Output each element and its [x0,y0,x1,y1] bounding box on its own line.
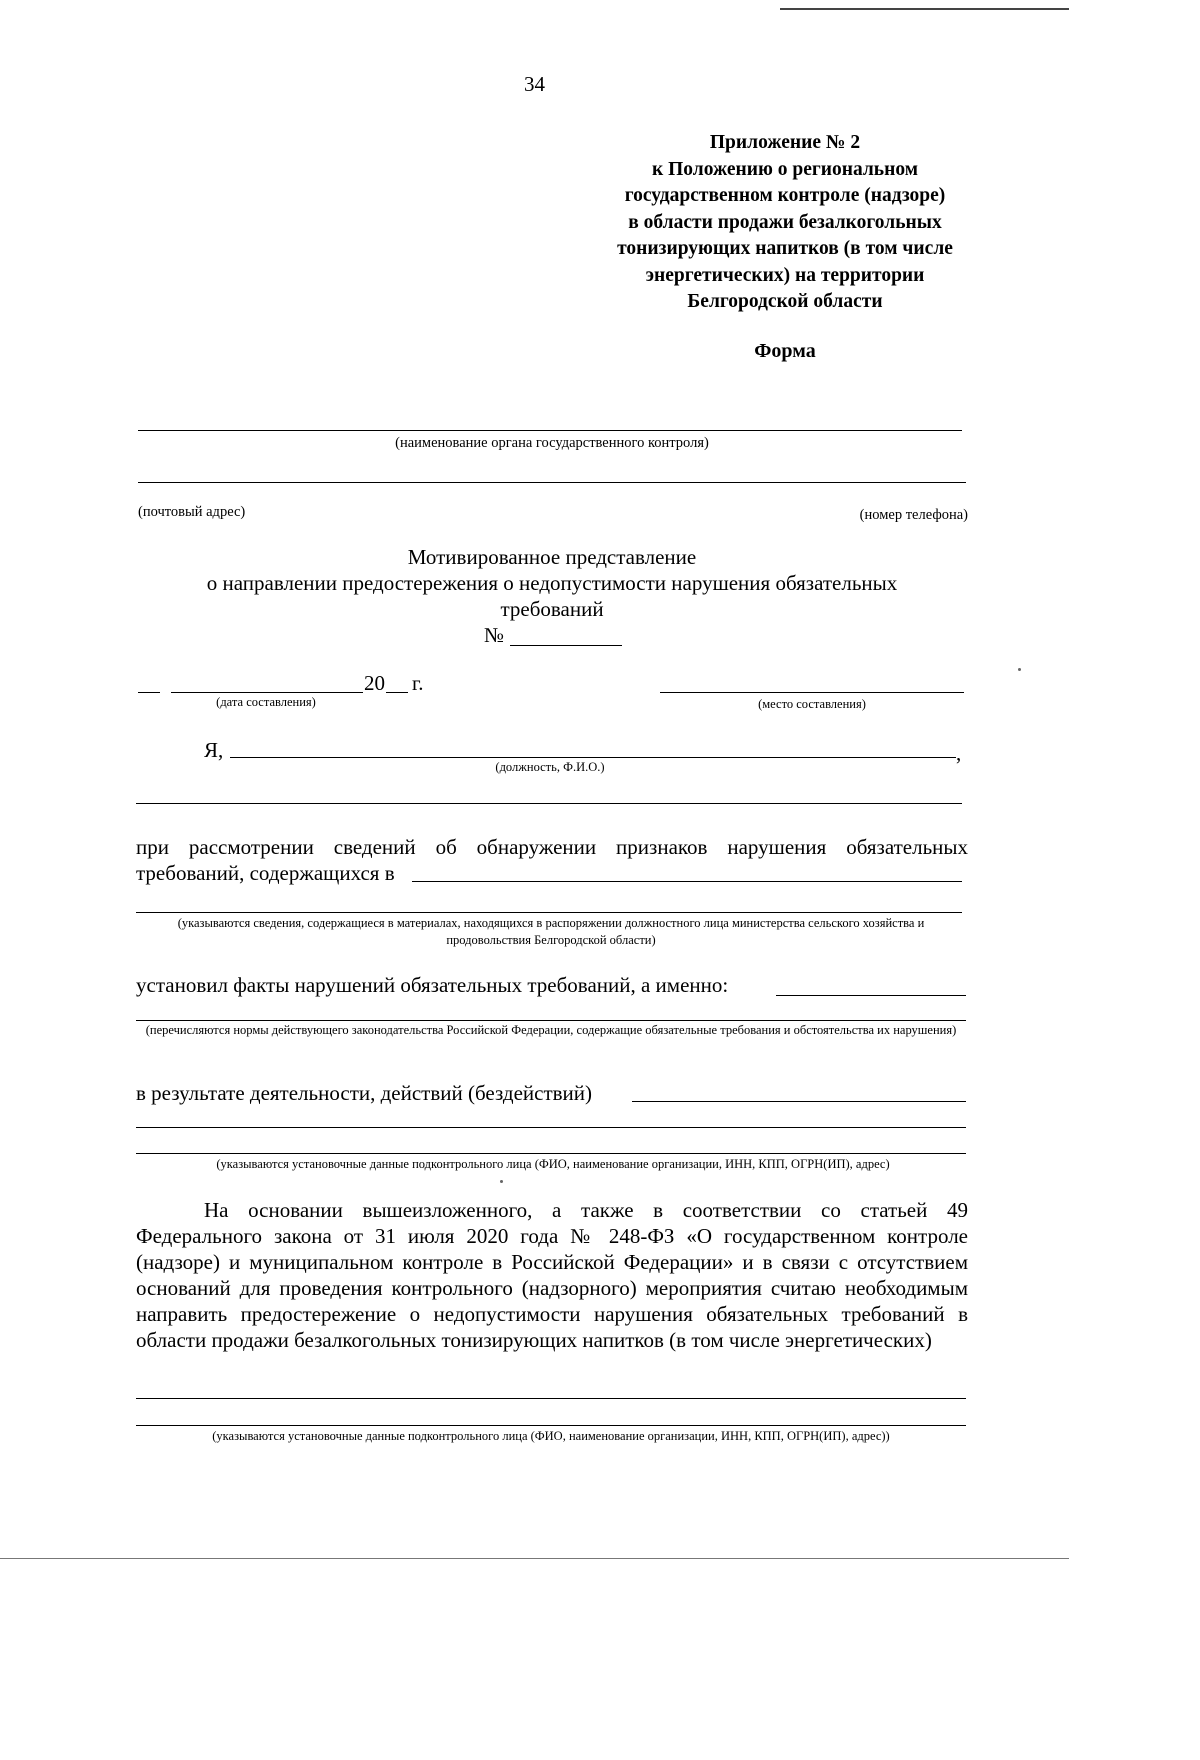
title-line: о направлении предостережения о недопустимости нарушения обязательных [206,571,898,595]
year-prefix: 20 [364,671,385,695]
page-number: 34 [524,72,545,96]
comma: , [956,741,962,765]
title-line: требований [500,597,604,621]
materials-caption: (указываются сведения, содержащиеся в материалах, находящихся в распоряжении должностного лица министерства сельского хозяйства и продовольствия Белгородской области) [177,916,925,947]
position-name-field[interactable] [230,757,956,758]
form-label: Форма [754,340,816,362]
materials-field[interactable] [412,881,962,882]
appendix-line: в области продажи безалкогольных [628,211,942,233]
date-caption: (дата составления) [216,695,316,709]
considering-text-line2: требований, содержащихся в [136,861,395,885]
appendix-line: Приложение № 2 [709,132,861,153]
title-line: Мотивированное представление [407,545,697,569]
place-caption: (место составления) [758,697,866,711]
scan-speck [1018,668,1021,671]
scan-bottom-edge [0,1558,1069,1559]
scan-top-rule [780,8,1069,10]
appendix-heading [560,130,1010,316]
year-field[interactable] [386,692,408,693]
organ-name-caption: (наименование органа государственного контроля) [395,435,709,451]
month-field[interactable] [171,692,363,693]
controlled-person-field-continued[interactable] [136,1153,966,1154]
appendix-line: тонизирующих напитков (в том числе [617,238,953,259]
controlled-person-field[interactable] [632,1101,966,1102]
result-of-text: в результате деятельности, действий (бездействий) [136,1081,593,1105]
violations-field-continued[interactable] [136,1020,966,1021]
appendix-line: к Положению о региональном [651,158,919,180]
controlled-person-caption: (указываются установочные данные подконтрольного лица (ФИО, наименование организации, ИНН, КПП, ОГРН(ИП), адрес) [216,1157,890,1171]
paragraph-text: На основании вышеизложенного, а также в соответствии со статьей 49 Федерального закона от 31 июля 2020 года № 248-ФЗ «О государственном контроле (надзоре) и муниципальном контроле в Российской Федерации» и в связи с отсутствием оснований для проведения контрольного (надзорного) мероприятия считаю необходимым направить предостережение о недопустимости нарушения обязательных требований в области продажи безалкогольных тонизирующих напитков (в том числе энергетических) [136,1198,968,1352]
day-field[interactable] [138,692,160,693]
appendix-line: Белгородской области [687,291,883,312]
i-label: Я, [204,738,224,762]
appendix-line: государственном контроле (надзоре) [624,185,946,206]
materials-field-continued[interactable] [136,912,962,913]
document-number-field[interactable] [510,645,622,646]
considering-text-line1: при рассмотрении сведений об обнаружении признаков нарушения обязательных [136,835,968,859]
position-caption: (должность, Ф.И.О.) [495,760,605,774]
document-title [136,544,968,622]
controlled-person-field-continued[interactable] [136,1127,966,1128]
appendix-line: энергетических) на территории [645,264,925,286]
addressee-field[interactable] [136,1398,966,1399]
postal-address-caption: (почтовый адрес) [138,504,246,520]
place-field[interactable] [660,692,964,693]
phone-number-caption: (номер телефона) [859,507,968,523]
norms-caption: (перечисляются нормы действующего законодательства Российской Федерации, содержащие обязательные требования и обстоятельства их нарушения) [145,1023,957,1037]
scan-speck [500,1180,503,1183]
year-suffix: г. [412,671,424,695]
addressee-field-continued[interactable] [136,1425,966,1426]
organ-name-field[interactable] [138,430,962,431]
violations-field[interactable] [776,995,966,996]
position-name-field-continued[interactable] [136,803,962,804]
address-phone-field[interactable] [138,482,966,483]
number-prefix: № [484,623,505,647]
addressee-caption: (указываются установочные данные подконтрольного лица (ФИО, наименование организации, ИНН, КПП, ОГРН(ИП), адрес)) [212,1429,890,1443]
main-paragraph [136,1197,968,1353]
established-text: установил факты нарушений обязательных требований, а именно: [136,973,729,997]
